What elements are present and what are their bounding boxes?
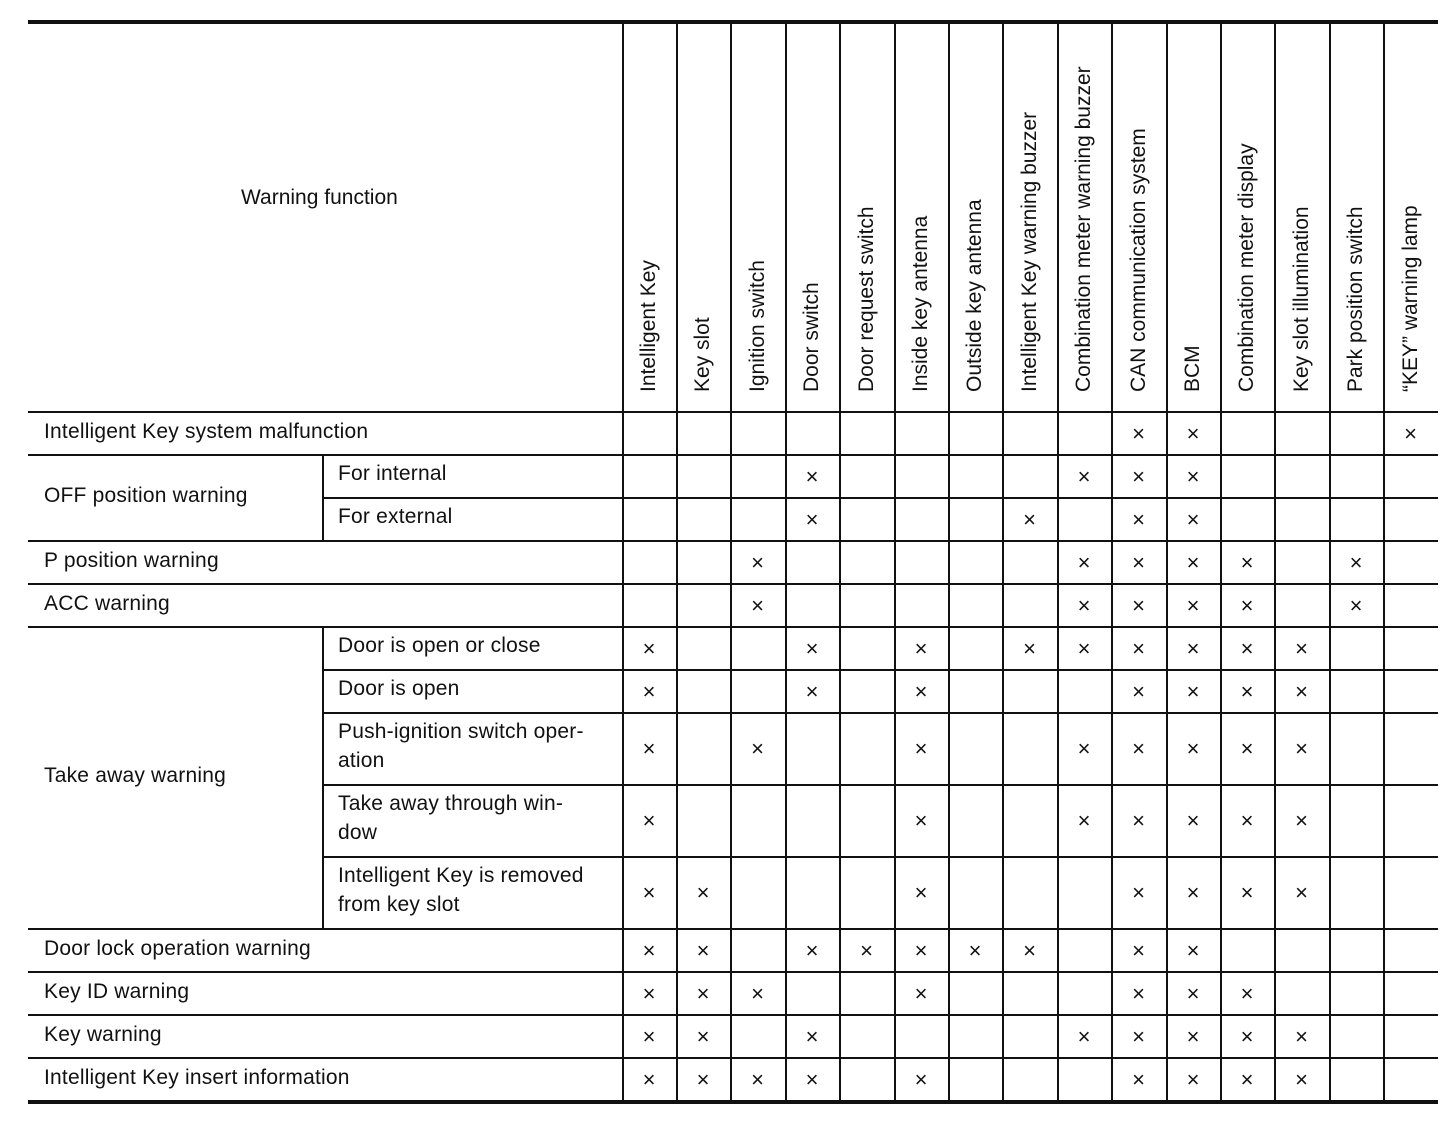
check-mark: × — [1132, 736, 1145, 761]
check-mark: × — [642, 1023, 656, 1049]
column-divider — [948, 20, 950, 1100]
check-mark: × — [1240, 736, 1254, 761]
check-mark: × — [1240, 678, 1254, 704]
check-mark: × — [1132, 880, 1145, 905]
check-mark: × — [642, 1066, 656, 1092]
check-mark: × — [696, 880, 710, 905]
column-divider — [676, 20, 678, 1100]
column-header: Outside key antenna — [963, 199, 986, 392]
column-header: Inside key antenna — [909, 215, 932, 392]
check-mark: × — [1132, 635, 1145, 661]
check-mark: × — [642, 635, 656, 661]
check-mark: × — [805, 937, 819, 963]
check-mark: × — [1132, 678, 1145, 704]
row-label: P position warning — [44, 548, 219, 572]
check-mark: × — [1295, 736, 1308, 761]
check-mark: × — [1186, 880, 1200, 905]
column-divider — [785, 20, 787, 1100]
check-mark: × — [642, 937, 656, 963]
sub-condition-label: Door is open or close — [338, 634, 541, 657]
check-mark: × — [1295, 678, 1308, 704]
check-mark: × — [642, 678, 656, 704]
check-mark: × — [1132, 592, 1145, 618]
row-label: Take away warning — [44, 764, 226, 787]
check-mark: × — [1186, 635, 1200, 661]
check-mark: × — [1077, 549, 1091, 575]
column-divider — [1166, 20, 1168, 1100]
check-mark: × — [1023, 635, 1036, 661]
row-label: ACC warning — [44, 591, 170, 615]
sub-condition-label: dow — [338, 821, 378, 844]
row-divider — [322, 784, 1438, 786]
column-header: Key slot illumination — [1289, 206, 1313, 392]
column-divider — [1329, 20, 1331, 1100]
column-header: Door request switch — [854, 206, 878, 392]
check-mark: × — [1240, 808, 1254, 833]
row-divider — [322, 712, 1438, 714]
check-mark: × — [1023, 937, 1036, 963]
column-divider — [622, 20, 624, 1100]
column-header: “KEY” warning lamp — [1398, 205, 1422, 392]
column-divider — [1383, 20, 1385, 1100]
check-mark: × — [1132, 1066, 1145, 1092]
column-header: Combination meter display — [1235, 143, 1258, 392]
check-mark: × — [751, 592, 764, 618]
column-header: Combination meter warning buzzer — [1072, 66, 1095, 392]
check-mark: × — [1186, 937, 1200, 963]
check-mark: × — [805, 678, 819, 704]
check-mark: × — [1295, 808, 1308, 833]
row-label: Intelligent Key insert information — [44, 1065, 350, 1089]
column-header: Key slot — [691, 317, 714, 392]
check-mark: × — [1240, 592, 1254, 618]
check-mark: × — [642, 880, 656, 905]
column-divider — [1274, 20, 1276, 1100]
row-label: Key ID warning — [44, 979, 190, 1003]
check-mark: × — [1132, 506, 1145, 532]
column-divider — [894, 20, 896, 1100]
group-divider-line — [28, 540, 1438, 542]
check-mark: × — [805, 635, 819, 661]
check-mark: × — [1132, 420, 1145, 446]
check-mark: × — [1186, 463, 1200, 489]
check-mark: × — [1077, 592, 1091, 618]
row-label: Intelligent Key system malfunction — [44, 419, 369, 443]
check-mark: × — [805, 1066, 819, 1092]
check-mark: × — [805, 463, 819, 489]
check-mark: × — [1186, 592, 1200, 618]
group-divider-line — [28, 454, 1438, 456]
check-mark: × — [1132, 549, 1145, 575]
check-mark: × — [696, 937, 710, 963]
check-mark: × — [1295, 1023, 1308, 1049]
check-mark: × — [751, 1066, 764, 1092]
sub-condition-label: For internal — [338, 462, 447, 485]
check-mark: × — [914, 937, 928, 963]
row-label: OFF position warning — [44, 484, 248, 507]
warning-function-table — [28, 20, 1438, 1104]
check-mark: × — [914, 635, 928, 661]
check-mark: × — [1186, 1023, 1200, 1049]
check-mark: × — [751, 736, 764, 761]
check-mark: × — [696, 980, 710, 1006]
check-mark: × — [1132, 808, 1145, 833]
check-mark: × — [805, 1023, 819, 1049]
check-mark: × — [1077, 736, 1091, 761]
check-mark: × — [1186, 1066, 1200, 1092]
column-divider — [730, 20, 732, 1100]
group-divider-line — [28, 1057, 1438, 1059]
check-mark: × — [1240, 1066, 1254, 1092]
column-header: BCM — [1181, 345, 1204, 392]
check-mark: × — [1132, 937, 1145, 963]
check-mark: × — [1186, 980, 1200, 1006]
check-mark: × — [1132, 980, 1145, 1006]
check-mark: × — [1240, 1023, 1254, 1049]
column-header: CAN communication system — [1126, 128, 1150, 392]
check-mark: × — [642, 980, 656, 1006]
check-mark: × — [860, 937, 873, 963]
check-mark: × — [642, 808, 656, 833]
check-mark: × — [1240, 549, 1254, 575]
sub-condition-label: For external — [338, 505, 453, 528]
check-mark: × — [1186, 678, 1200, 704]
group-divider — [322, 454, 324, 540]
check-mark: × — [914, 678, 928, 704]
column-divider — [1220, 20, 1222, 1100]
check-mark: × — [1240, 635, 1254, 661]
column-divider — [1057, 20, 1059, 1100]
check-mark: × — [914, 880, 928, 905]
check-mark: × — [1349, 592, 1363, 618]
check-mark: × — [642, 736, 656, 761]
check-mark: × — [1295, 635, 1308, 661]
warning-function-heading: Warning function — [241, 186, 398, 209]
sub-condition-label: Push-ignition switch oper- — [338, 720, 584, 743]
column-header: Door switch — [800, 282, 823, 392]
table-bottom-border — [28, 1100, 1438, 1104]
check-mark: × — [1404, 420, 1417, 446]
row-label: Key warning — [44, 1022, 162, 1046]
column-header: Intelligent Key — [637, 260, 660, 392]
check-mark: × — [1077, 1023, 1091, 1049]
column-divider — [839, 20, 841, 1100]
check-mark: × — [914, 980, 928, 1006]
column-header: Intelligent Key warning buzzer — [1017, 111, 1041, 392]
check-mark: × — [1186, 420, 1200, 446]
column-divider — [1002, 20, 1004, 1100]
check-mark: × — [1295, 880, 1308, 905]
check-mark: × — [914, 808, 928, 833]
sub-condition-label: Intelligent Key is removed — [338, 864, 584, 887]
group-divider — [322, 626, 324, 928]
row-divider — [322, 856, 1438, 858]
check-mark: × — [696, 1066, 710, 1092]
sub-condition-label: ation — [338, 749, 385, 772]
sub-condition-label: Take away through win- — [338, 792, 564, 815]
group-divider-line — [28, 583, 1438, 585]
check-mark: × — [751, 980, 764, 1006]
check-mark: × — [1240, 980, 1254, 1006]
check-mark: × — [751, 549, 764, 575]
row-divider — [322, 497, 1438, 499]
group-divider-line — [28, 626, 1438, 628]
check-mark: × — [1132, 1023, 1145, 1049]
column-header: Ignition switch — [745, 260, 769, 392]
check-mark: × — [1186, 549, 1200, 575]
group-divider-line — [28, 928, 1438, 930]
group-divider-line — [28, 1014, 1438, 1016]
check-mark: × — [1186, 808, 1200, 833]
check-mark: × — [1077, 808, 1091, 833]
row-label: Door lock operation warning — [44, 936, 311, 960]
check-mark: × — [1132, 463, 1145, 489]
check-mark: × — [1077, 635, 1091, 661]
row-divider — [322, 669, 1438, 671]
column-header: Park position switch — [1344, 206, 1367, 392]
check-mark: × — [1077, 463, 1091, 489]
check-mark: × — [1240, 880, 1254, 905]
check-mark: × — [914, 1066, 928, 1092]
group-divider-line — [28, 971, 1438, 973]
check-mark: × — [914, 736, 928, 761]
table-top-border — [28, 20, 1438, 24]
check-mark: × — [1349, 549, 1363, 575]
header-bottom-line — [28, 411, 1438, 413]
sub-condition-label: Door is open — [338, 677, 460, 700]
check-mark: × — [1295, 1066, 1308, 1092]
column-divider — [1111, 20, 1113, 1100]
sub-condition-label: from key slot — [338, 893, 460, 916]
check-mark: × — [1186, 736, 1200, 761]
check-mark: × — [696, 1023, 710, 1049]
check-mark: × — [1186, 506, 1200, 532]
check-mark: × — [1023, 506, 1036, 532]
check-mark: × — [805, 506, 819, 532]
check-mark: × — [968, 937, 982, 963]
